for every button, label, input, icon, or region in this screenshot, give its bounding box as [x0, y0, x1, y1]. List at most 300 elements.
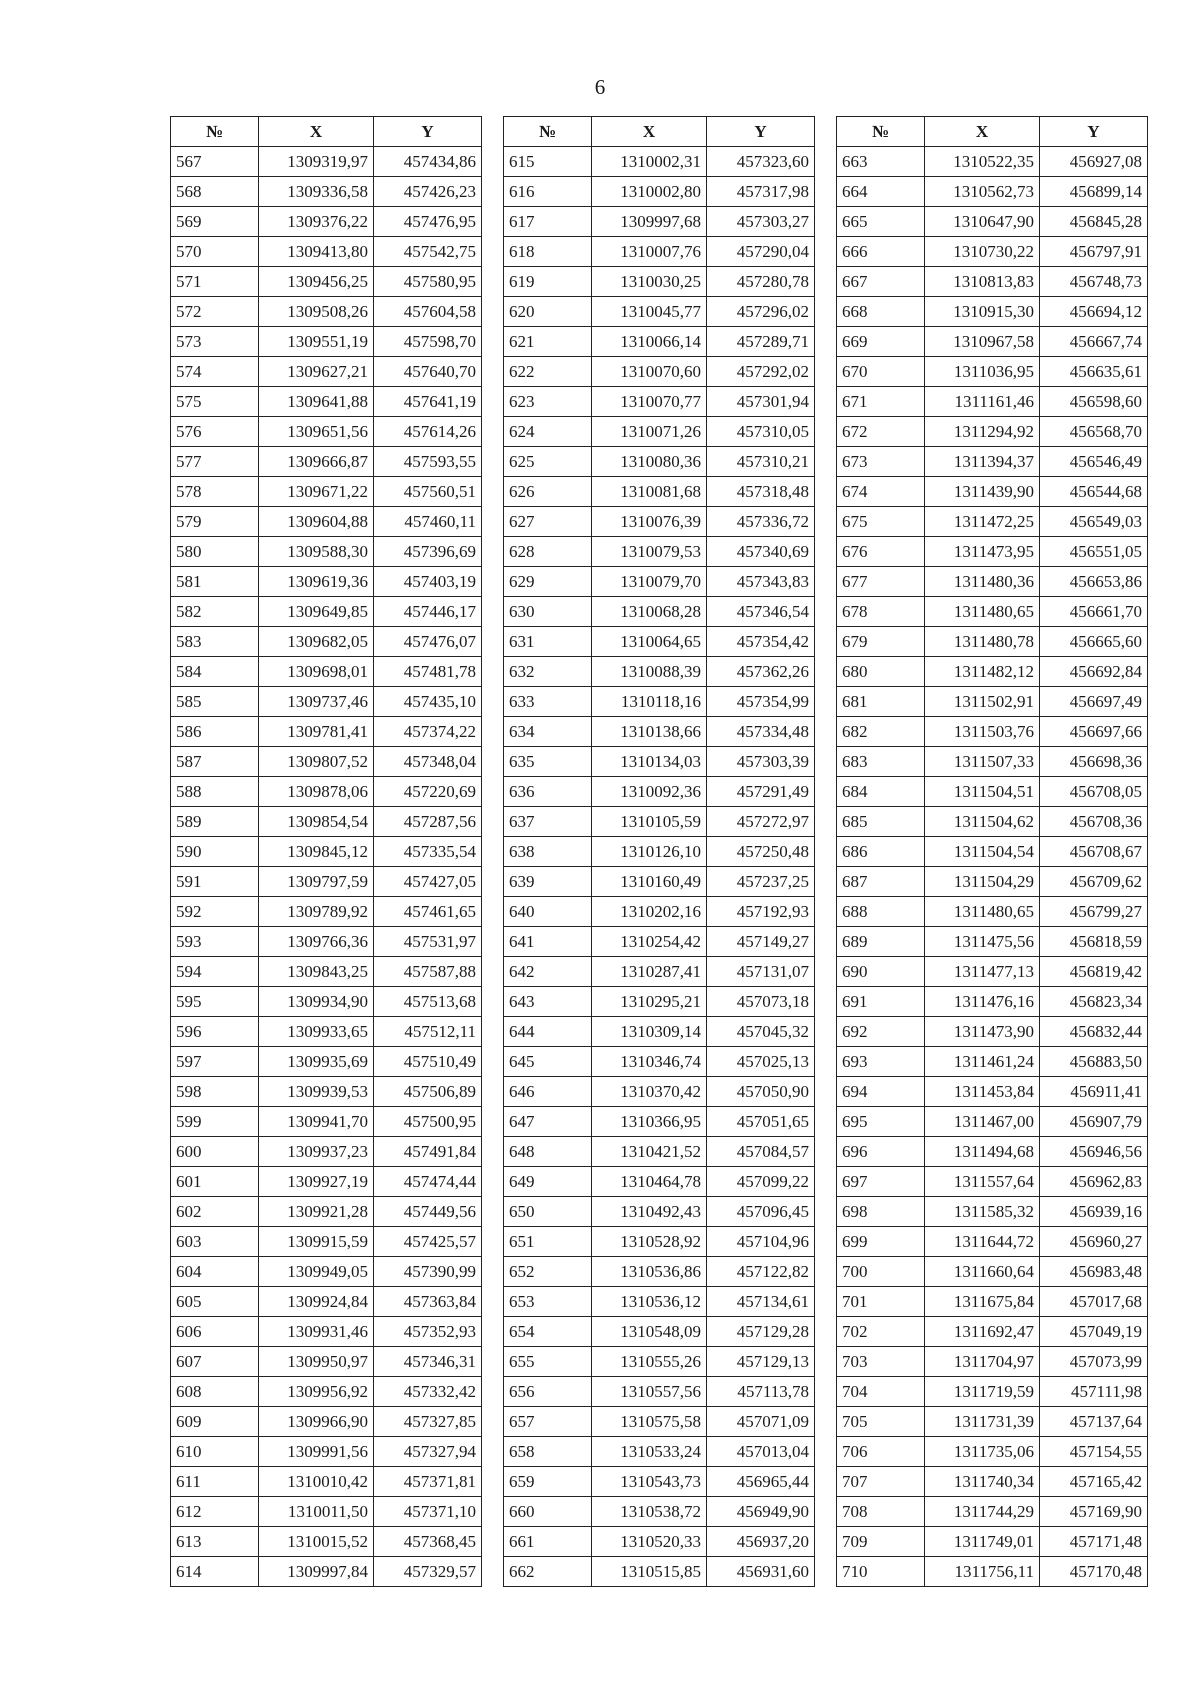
- table-row: [837, 177, 1148, 207]
- table-row: [171, 1227, 482, 1257]
- y-coordinate-cell: 456546,49: [1040, 447, 1148, 477]
- x-coordinate-cell: 1309766,36: [259, 927, 374, 957]
- y-coordinate-cell: 457129,28: [707, 1317, 815, 1347]
- table-row: [504, 1317, 815, 1347]
- y-coordinate-cell: 456653,86: [1040, 567, 1148, 597]
- y-coordinate-cell: 456819,42: [1040, 957, 1148, 987]
- table-body: [504, 147, 815, 1587]
- table-body: [837, 147, 1148, 1587]
- y-coordinate-cell: 457604,58: [374, 297, 482, 327]
- point-number-cell: 575: [171, 387, 259, 417]
- y-coordinate-cell: 456845,28: [1040, 207, 1148, 237]
- point-number-cell: 604: [171, 1257, 259, 1287]
- point-number-cell: 621: [504, 327, 592, 357]
- y-coordinate-cell: 456697,66: [1040, 717, 1148, 747]
- x-coordinate-cell: 1310070,60: [592, 357, 707, 387]
- point-number-cell: 663: [837, 147, 925, 177]
- point-number-cell: 589: [171, 807, 259, 837]
- point-number-cell: 661: [504, 1527, 592, 1557]
- y-coordinate-cell: 457474,44: [374, 1167, 482, 1197]
- x-coordinate-cell: 1311494,68: [925, 1137, 1040, 1167]
- table-row: [837, 507, 1148, 537]
- point-number-cell: 653: [504, 1287, 592, 1317]
- y-coordinate-cell: 457137,64: [1040, 1407, 1148, 1437]
- table-row: [171, 1377, 482, 1407]
- x-coordinate-cell: 1309939,53: [259, 1077, 374, 1107]
- point-number-cell: 625: [504, 447, 592, 477]
- table-header-row: [504, 117, 815, 147]
- x-coordinate-cell: 1309937,23: [259, 1137, 374, 1167]
- y-coordinate-cell: 457134,61: [707, 1287, 815, 1317]
- y-coordinate-cell: 457051,65: [707, 1107, 815, 1137]
- x-coordinate-cell: 1310520,33: [592, 1527, 707, 1557]
- column-header-y: Y: [374, 117, 482, 147]
- point-number-cell: 687: [837, 867, 925, 897]
- point-number-cell: 605: [171, 1287, 259, 1317]
- y-coordinate-cell: 457096,45: [707, 1197, 815, 1227]
- y-coordinate-cell: 457481,78: [374, 657, 482, 687]
- x-coordinate-cell: 1311503,76: [925, 717, 1040, 747]
- table-row: [837, 957, 1148, 987]
- point-number-cell: 676: [837, 537, 925, 567]
- table-row: [504, 177, 815, 207]
- x-coordinate-cell: 1310079,53: [592, 537, 707, 567]
- point-number-cell: 586: [171, 717, 259, 747]
- x-coordinate-cell: 1310538,72: [592, 1497, 707, 1527]
- table-row: [171, 147, 482, 177]
- y-coordinate-cell: 457506,89: [374, 1077, 482, 1107]
- point-number-cell: 634: [504, 717, 592, 747]
- point-number-cell: 614: [171, 1557, 259, 1587]
- y-coordinate-cell: 457291,49: [707, 777, 815, 807]
- x-coordinate-cell: 1310543,73: [592, 1467, 707, 1497]
- y-coordinate-cell: 457169,90: [1040, 1497, 1148, 1527]
- table-row: [504, 267, 815, 297]
- point-number-cell: 692: [837, 1017, 925, 1047]
- x-coordinate-cell: 1310030,25: [592, 267, 707, 297]
- x-coordinate-cell: 1310254,42: [592, 927, 707, 957]
- y-coordinate-cell: 457340,69: [707, 537, 815, 567]
- y-coordinate-cell: 457426,23: [374, 177, 482, 207]
- column-header-x: X: [259, 117, 374, 147]
- point-number-cell: 620: [504, 297, 592, 327]
- x-coordinate-cell: 1310070,77: [592, 387, 707, 417]
- y-coordinate-cell: 457131,07: [707, 957, 815, 987]
- y-coordinate-cell: 457348,04: [374, 747, 482, 777]
- table-row: [504, 987, 815, 1017]
- y-coordinate-cell: 456692,84: [1040, 657, 1148, 687]
- x-coordinate-cell: 1310160,49: [592, 867, 707, 897]
- x-coordinate-cell: 1311477,13: [925, 957, 1040, 987]
- x-coordinate-cell: 1309935,69: [259, 1047, 374, 1077]
- x-coordinate-cell: 1310287,41: [592, 957, 707, 987]
- y-coordinate-cell: 457374,22: [374, 717, 482, 747]
- x-coordinate-cell: 1311453,84: [925, 1077, 1040, 1107]
- table-row: [171, 1197, 482, 1227]
- x-coordinate-cell: 1311692,47: [925, 1317, 1040, 1347]
- table-row: [504, 957, 815, 987]
- table-row: [837, 927, 1148, 957]
- table-row: [837, 417, 1148, 447]
- x-coordinate-cell: 1309843,25: [259, 957, 374, 987]
- x-coordinate-cell: 1310202,16: [592, 897, 707, 927]
- point-number-cell: 598: [171, 1077, 259, 1107]
- table-row: [837, 267, 1148, 297]
- y-coordinate-cell: 457170,48: [1040, 1557, 1148, 1587]
- table-row: [171, 777, 482, 807]
- x-coordinate-cell: 1311504,51: [925, 777, 1040, 807]
- x-coordinate-cell: 1310421,52: [592, 1137, 707, 1167]
- y-coordinate-cell: 457343,83: [707, 567, 815, 597]
- point-number-cell: 639: [504, 867, 592, 897]
- point-number-cell: 567: [171, 147, 259, 177]
- x-coordinate-cell: 1311461,24: [925, 1047, 1040, 1077]
- table-row: [171, 477, 482, 507]
- y-coordinate-cell: 456823,34: [1040, 987, 1148, 1017]
- table-row: [504, 1467, 815, 1497]
- y-coordinate-cell: 457192,93: [707, 897, 815, 927]
- y-coordinate-cell: 457363,84: [374, 1287, 482, 1317]
- y-coordinate-cell: 457335,54: [374, 837, 482, 867]
- x-coordinate-cell: 1311480,65: [925, 597, 1040, 627]
- y-coordinate-cell: 456697,49: [1040, 687, 1148, 717]
- table-body: [171, 147, 482, 1587]
- y-coordinate-cell: 456965,44: [707, 1467, 815, 1497]
- table-row: [504, 357, 815, 387]
- y-coordinate-cell: 457371,81: [374, 1467, 482, 1497]
- y-coordinate-cell: 456907,79: [1040, 1107, 1148, 1137]
- table-row: [504, 237, 815, 267]
- point-number-cell: 636: [504, 777, 592, 807]
- point-number-cell: 618: [504, 237, 592, 267]
- y-coordinate-cell: 457580,95: [374, 267, 482, 297]
- x-coordinate-cell: 1311504,29: [925, 867, 1040, 897]
- point-number-cell: 668: [837, 297, 925, 327]
- y-coordinate-cell: 457329,57: [374, 1557, 482, 1587]
- y-coordinate-cell: 457587,88: [374, 957, 482, 987]
- y-coordinate-cell: 457045,32: [707, 1017, 815, 1047]
- y-coordinate-cell: 457129,13: [707, 1347, 815, 1377]
- point-number-cell: 603: [171, 1227, 259, 1257]
- y-coordinate-cell: 457111,98: [1040, 1377, 1148, 1407]
- x-coordinate-cell: 1309845,12: [259, 837, 374, 867]
- point-number-cell: 584: [171, 657, 259, 687]
- x-coordinate-cell: 1310522,35: [925, 147, 1040, 177]
- x-coordinate-cell: 1311480,36: [925, 567, 1040, 597]
- table-row: [504, 1287, 815, 1317]
- table-row: [504, 657, 815, 687]
- table-row: [504, 1047, 815, 1077]
- table-header-row: [171, 117, 482, 147]
- point-number-cell: 602: [171, 1197, 259, 1227]
- x-coordinate-cell: 1311504,54: [925, 837, 1040, 867]
- table-row: [504, 807, 815, 837]
- point-number-cell: 580: [171, 537, 259, 567]
- x-coordinate-cell: 1310915,30: [925, 297, 1040, 327]
- point-number-cell: 633: [504, 687, 592, 717]
- table-row: [837, 1107, 1148, 1137]
- point-number-cell: 578: [171, 477, 259, 507]
- y-coordinate-cell: 457460,11: [374, 507, 482, 537]
- point-number-cell: 701: [837, 1287, 925, 1317]
- x-coordinate-cell: 1309413,80: [259, 237, 374, 267]
- x-coordinate-cell: 1311731,39: [925, 1407, 1040, 1437]
- y-coordinate-cell: 457049,19: [1040, 1317, 1148, 1347]
- point-number-cell: 669: [837, 327, 925, 357]
- y-coordinate-cell: 457237,25: [707, 867, 815, 897]
- table-row: [504, 477, 815, 507]
- point-number-cell: 665: [837, 207, 925, 237]
- point-number-cell: 571: [171, 267, 259, 297]
- y-coordinate-cell: 457346,54: [707, 597, 815, 627]
- y-coordinate-cell: 456748,73: [1040, 267, 1148, 297]
- table-row: [171, 177, 482, 207]
- table-row: [837, 297, 1148, 327]
- point-number-cell: 635: [504, 747, 592, 777]
- point-number-cell: 703: [837, 1347, 925, 1377]
- table-row: [504, 597, 815, 627]
- y-coordinate-cell: 457362,26: [707, 657, 815, 687]
- point-number-cell: 592: [171, 897, 259, 927]
- point-number-cell: 613: [171, 1527, 259, 1557]
- x-coordinate-cell: 1309666,87: [259, 447, 374, 477]
- table-row: [171, 567, 482, 597]
- x-coordinate-cell: 1309627,21: [259, 357, 374, 387]
- point-number-cell: 615: [504, 147, 592, 177]
- point-number-cell: 644: [504, 1017, 592, 1047]
- table-row: [171, 417, 482, 447]
- y-coordinate-cell: 457317,98: [707, 177, 815, 207]
- y-coordinate-cell: 456939,16: [1040, 1197, 1148, 1227]
- y-coordinate-cell: 457500,95: [374, 1107, 482, 1137]
- point-number-cell: 702: [837, 1317, 925, 1347]
- point-number-cell: 660: [504, 1497, 592, 1527]
- point-number-cell: 573: [171, 327, 259, 357]
- table-row: [504, 1197, 815, 1227]
- point-number-cell: 587: [171, 747, 259, 777]
- x-coordinate-cell: 1310536,86: [592, 1257, 707, 1287]
- y-coordinate-cell: 457371,10: [374, 1497, 482, 1527]
- y-coordinate-cell: 457290,04: [707, 237, 815, 267]
- point-number-cell: 594: [171, 957, 259, 987]
- point-number-cell: 679: [837, 627, 925, 657]
- point-number-cell: 627: [504, 507, 592, 537]
- x-coordinate-cell: 1310555,26: [592, 1347, 707, 1377]
- y-coordinate-cell: 457310,21: [707, 447, 815, 477]
- point-number-cell: 707: [837, 1467, 925, 1497]
- x-coordinate-cell: 1310557,56: [592, 1377, 707, 1407]
- y-coordinate-cell: 457449,56: [374, 1197, 482, 1227]
- y-coordinate-cell: 457513,68: [374, 987, 482, 1017]
- table-row: [837, 1347, 1148, 1377]
- y-coordinate-cell: 457542,75: [374, 237, 482, 267]
- y-coordinate-cell: 457446,17: [374, 597, 482, 627]
- x-coordinate-cell: 1310064,65: [592, 627, 707, 657]
- table-row: [837, 837, 1148, 867]
- y-coordinate-cell: 456544,68: [1040, 477, 1148, 507]
- table-row: [171, 207, 482, 237]
- point-number-cell: 662: [504, 1557, 592, 1587]
- y-coordinate-cell: 457318,48: [707, 477, 815, 507]
- x-coordinate-cell: 1310081,68: [592, 477, 707, 507]
- y-coordinate-cell: 457327,94: [374, 1437, 482, 1467]
- y-coordinate-cell: 456661,70: [1040, 597, 1148, 627]
- point-number-cell: 577: [171, 447, 259, 477]
- table-row: [837, 897, 1148, 927]
- table-row: [171, 987, 482, 1017]
- point-number-cell: 670: [837, 357, 925, 387]
- x-coordinate-cell: 1311472,25: [925, 507, 1040, 537]
- x-coordinate-cell: 1311476,16: [925, 987, 1040, 1017]
- y-coordinate-cell: 456937,20: [707, 1527, 815, 1557]
- y-coordinate-cell: 457220,69: [374, 777, 482, 807]
- table-row: [171, 1527, 482, 1557]
- x-coordinate-cell: 1309551,19: [259, 327, 374, 357]
- x-coordinate-cell: 1309649,85: [259, 597, 374, 627]
- point-number-cell: 597: [171, 1047, 259, 1077]
- table-row: [837, 627, 1148, 657]
- table-row: [504, 1557, 815, 1587]
- y-coordinate-cell: 457332,42: [374, 1377, 482, 1407]
- table-row: [171, 837, 482, 867]
- point-number-cell: 628: [504, 537, 592, 567]
- y-coordinate-cell: 456635,61: [1040, 357, 1148, 387]
- x-coordinate-cell: 1309950,97: [259, 1347, 374, 1377]
- x-coordinate-cell: 1311507,33: [925, 747, 1040, 777]
- table-row: [837, 1227, 1148, 1257]
- table-row: [171, 237, 482, 267]
- x-coordinate-cell: 1311740,34: [925, 1467, 1040, 1497]
- y-coordinate-cell: 457641,19: [374, 387, 482, 417]
- table-row: [171, 1557, 482, 1587]
- point-number-cell: 684: [837, 777, 925, 807]
- table-row: [837, 1557, 1148, 1587]
- table-row: [504, 297, 815, 327]
- table-row: [504, 147, 815, 177]
- y-coordinate-cell: 456949,90: [707, 1497, 815, 1527]
- point-number-cell: 590: [171, 837, 259, 867]
- table-row: [504, 1167, 815, 1197]
- table-row: [837, 357, 1148, 387]
- table-row: [837, 447, 1148, 477]
- point-number-cell: 570: [171, 237, 259, 267]
- point-number-cell: 631: [504, 627, 592, 657]
- x-coordinate-cell: 1309797,59: [259, 867, 374, 897]
- x-coordinate-cell: 1309336,58: [259, 177, 374, 207]
- point-number-cell: 611: [171, 1467, 259, 1497]
- table-row: [171, 1407, 482, 1437]
- table-row: [504, 777, 815, 807]
- y-coordinate-cell: 456709,62: [1040, 867, 1148, 897]
- page-number: 6: [594, 75, 606, 99]
- x-coordinate-cell: 1310309,14: [592, 1017, 707, 1047]
- table-row: [171, 1167, 482, 1197]
- table-row: [837, 477, 1148, 507]
- x-coordinate-cell: 1309854,54: [259, 807, 374, 837]
- point-number-cell: 569: [171, 207, 259, 237]
- x-coordinate-cell: 1310548,09: [592, 1317, 707, 1347]
- x-coordinate-cell: 1311719,59: [925, 1377, 1040, 1407]
- point-number-cell: 646: [504, 1077, 592, 1107]
- x-coordinate-cell: 1311480,78: [925, 627, 1040, 657]
- y-coordinate-cell: 457113,78: [707, 1377, 815, 1407]
- table-row: [504, 1497, 815, 1527]
- point-number-cell: 623: [504, 387, 592, 417]
- point-number-cell: 657: [504, 1407, 592, 1437]
- table-row: [171, 1107, 482, 1137]
- point-number-cell: 654: [504, 1317, 592, 1347]
- y-coordinate-cell: 456962,83: [1040, 1167, 1148, 1197]
- table-row: [837, 1467, 1148, 1497]
- x-coordinate-cell: 1309781,41: [259, 717, 374, 747]
- x-coordinate-cell: 1311675,84: [925, 1287, 1040, 1317]
- y-coordinate-cell: 456818,59: [1040, 927, 1148, 957]
- table-row: [837, 807, 1148, 837]
- y-coordinate-cell: 457250,48: [707, 837, 815, 867]
- point-number-cell: 698: [837, 1197, 925, 1227]
- point-number-cell: 582: [171, 597, 259, 627]
- table-row: [171, 1437, 482, 1467]
- table-row: [504, 1227, 815, 1257]
- y-coordinate-cell: 457289,71: [707, 327, 815, 357]
- table-row: [837, 1167, 1148, 1197]
- x-coordinate-cell: 1311475,56: [925, 927, 1040, 957]
- y-coordinate-cell: 456799,27: [1040, 897, 1148, 927]
- y-coordinate-cell: 456899,14: [1040, 177, 1148, 207]
- table-row: [504, 687, 815, 717]
- table-row: [171, 447, 482, 477]
- point-number-cell: 686: [837, 837, 925, 867]
- y-coordinate-cell: 457435,10: [374, 687, 482, 717]
- table-row: [504, 1407, 815, 1437]
- table-row: [171, 507, 482, 537]
- column-header-y: Y: [707, 117, 815, 147]
- point-number-cell: 667: [837, 267, 925, 297]
- x-coordinate-cell: 1311744,29: [925, 1497, 1040, 1527]
- x-coordinate-cell: 1310010,42: [259, 1467, 374, 1497]
- table-row: [504, 387, 815, 417]
- x-coordinate-cell: 1309376,22: [259, 207, 374, 237]
- x-coordinate-cell: 1309921,28: [259, 1197, 374, 1227]
- table-row: [171, 1257, 482, 1287]
- point-number-cell: 696: [837, 1137, 925, 1167]
- table-row: [837, 1407, 1148, 1437]
- table-row: [837, 1437, 1148, 1467]
- table-row: [837, 1017, 1148, 1047]
- point-number-cell: 659: [504, 1467, 592, 1497]
- x-coordinate-cell: 1309956,92: [259, 1377, 374, 1407]
- x-coordinate-cell: 1310068,28: [592, 597, 707, 627]
- y-coordinate-cell: 457640,70: [374, 357, 482, 387]
- y-coordinate-cell: 457073,99: [1040, 1347, 1148, 1377]
- table-row: [837, 1377, 1148, 1407]
- point-number-cell: 574: [171, 357, 259, 387]
- y-coordinate-cell: 457396,69: [374, 537, 482, 567]
- point-number-cell: 626: [504, 477, 592, 507]
- point-number-cell: 576: [171, 417, 259, 447]
- table-row: [837, 1497, 1148, 1527]
- x-coordinate-cell: 1310536,12: [592, 1287, 707, 1317]
- table-row: [837, 1257, 1148, 1287]
- y-coordinate-cell: 456708,67: [1040, 837, 1148, 867]
- y-coordinate-cell: 457310,05: [707, 417, 815, 447]
- x-coordinate-cell: 1310045,77: [592, 297, 707, 327]
- x-coordinate-cell: 1311294,92: [925, 417, 1040, 447]
- point-number-cell: 601: [171, 1167, 259, 1197]
- table-row: [504, 1137, 815, 1167]
- point-number-cell: 706: [837, 1437, 925, 1467]
- column-header-x: X: [592, 117, 707, 147]
